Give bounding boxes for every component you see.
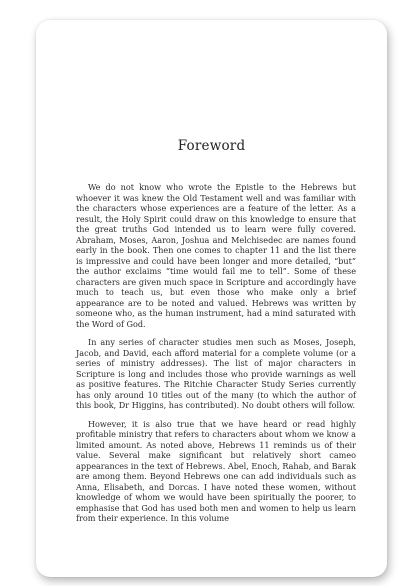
book-page [36,20,387,577]
paragraph-1: We do not know who wrote the Epistle to the Hebrews but whoever it was knew the Old Testament well and was familiar with the characters whose experiences are a feature of the letter. As a result, the Holy Spirit could draw on this knowledge to ensure that the great truths God intended us to learn were fully covered. Abraham, Moses, Aaron, Joshua and Melchisedec are names found early in the book. Then one comes to chapter 11 and the list there is impressive and could have been longer and more detailed, “but” the author exclaims “time would fail me to tell”. Some of these characters are given much space in Scripture and accordingly have much to teach us, but even those who make only a brief appearance are to be noted and valued. Hebrews was written by someone who, as the human instrument, had a mind saturated with the Word of God. [76,182,356,329]
paragraph-3: However, it is also true that we have heard or read highly profitable ministry that refers to characters about whom we know a limited amount. As noted above, Hebrews 11 reminds us of their value. Several make significant but relatively short cameo appearances in the text of Hebrews. Abel, Enoch, Rahab, and Barak are among them. Beyond Hebrews one can add individuals such as Anna, Elisabeth, and Dorcas. I have noted these women, without knowledge of whom we would have been spiritually the poorer, to emphasise that God has used both men and women to help us learn from their experience. In this volume [76,418,356,523]
body-text [76,182,356,532]
paragraph-2: In any series of character studies men such as Moses, Joseph, Jacob, and David, each afford material for a complete volume (or a series of ministry addresses). The list of major characters in Scripture is long and includes those who provide warnings as well as positive features. The Ritchie Character Study Series currently has only around 10 titles out of the many (to which the author of this book, Dr Higgins, has contributed). No doubt others will follow. [76,337,356,410]
page-title: Foreword [177,138,246,154]
